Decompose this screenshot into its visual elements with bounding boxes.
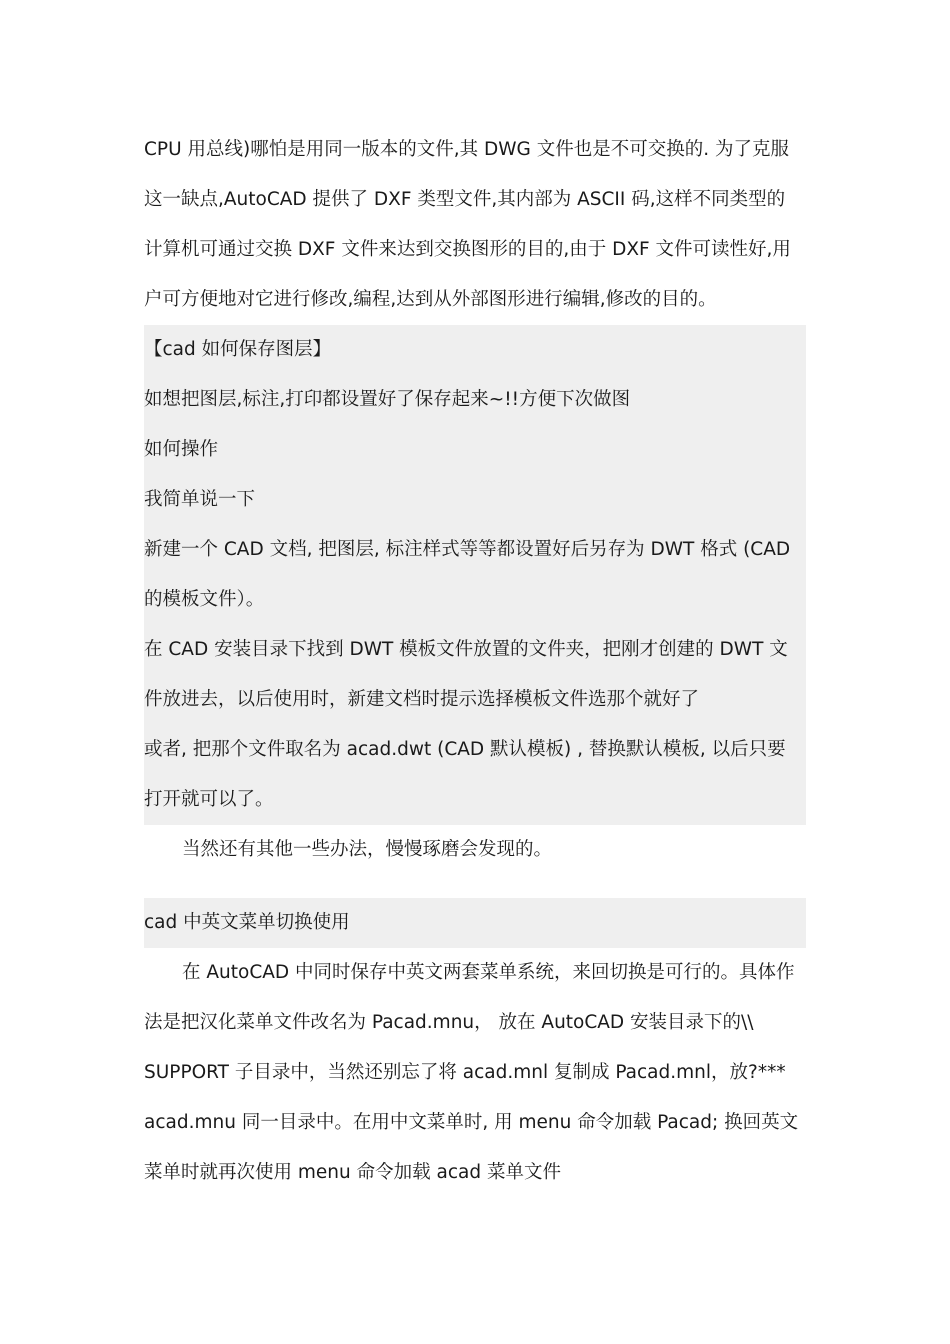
menu-switch-section [144, 898, 806, 1198]
save-layers-section [144, 325, 806, 825]
paragraph-line: 打开就可以了。 [144, 789, 274, 810]
paragraph-line: 如何操作 [144, 439, 219, 460]
paragraph-line: 件放进去，以后使用时，新建文档时提示选择模板文件选那个就好了 [144, 689, 700, 710]
paragraph-line: 如想把图层,标注,打印都设置好了保存起来~!!方便下次做图 [144, 389, 631, 410]
paragraph-line: CPU 用总线)哪怕是用同一版本的文件,其 DWG 文件也是不可交换的. 为了克服 [144, 139, 789, 160]
paragraph-line: 这一缺点,AutoCAD 提供了 DXF 类型文件,其内部为 ASCII 码,这样不同类型的 [144, 189, 786, 210]
paragraph-line: 在 CAD 安装目录下找到 DWT 模板文件放置的文件夹，把刚才创建的 DWT 文 [144, 639, 788, 660]
document-page [144, 125, 806, 1198]
section-note: 当然还有其他一些办法，慢慢琢磨会发现的。 [182, 839, 553, 860]
section-spacer [144, 875, 806, 898]
paragraph-line: 在 AutoCAD 中同时保存中英文两套菜单系统，来回切换是可行的。具体作 [182, 962, 795, 983]
intro-paragraph [144, 125, 806, 325]
paragraph-line: SUPPORT 子目录中，当然还别忘了将 acad.mnl 复制成 Pacad.mnl，放?*** [144, 1062, 786, 1083]
paragraph-line: 的模板文件）。 [144, 589, 265, 610]
paragraph-line: 法是把汉化菜单文件改名为 Pacad.mnu， 放在 AutoCAD 安装目录下的\\ [144, 1012, 754, 1033]
paragraph-line: 新建一个 CAD 文档, 把图层, 标注样式等等都设置好后另存为 DWT 格式 (CAD [144, 539, 791, 560]
section-title: cad 中英文菜单切换使用 [144, 898, 806, 948]
paragraph-line: 或者, 把那个文件取名为 acad.dwt (CAD 默认模板) , 替换默认模板, 以后只要 [144, 739, 786, 760]
paragraph-line: acad.mnu 同一目录中。在用中文菜单时, 用 menu 命令加载 Pacad; 换回英文 [144, 1112, 799, 1133]
section-title: 【cad 如何保存图层】 [144, 339, 332, 360]
paragraph-line: 计算机可通过交换 DXF 文件来达到交换图形的目的,由于 DXF 文件可读性好,用 [144, 239, 791, 260]
paragraph-line: 我简单说一下 [144, 489, 256, 510]
paragraph-line: 菜单时就再次使用 menu 命令加载 acad 菜单文件 [144, 1162, 561, 1183]
paragraph-line: 户可方便地对它进行修改,编程,达到从外部图形进行编辑,修改的目的。 [144, 289, 717, 310]
